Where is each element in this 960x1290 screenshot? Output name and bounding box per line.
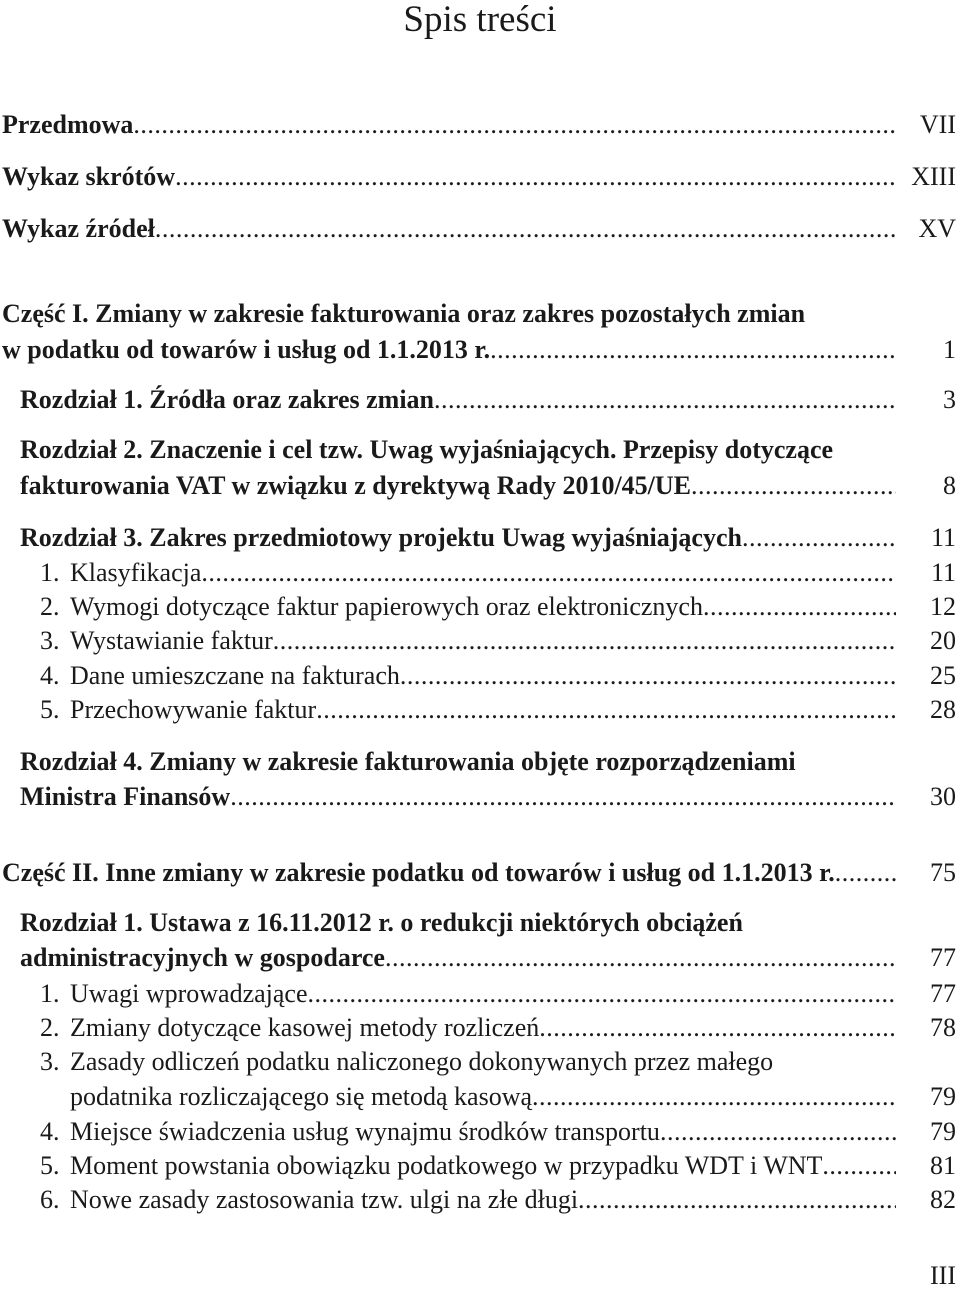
toc-entry[interactable] bbox=[0, 1183, 960, 1217]
toc-entry-number: 3. bbox=[40, 626, 60, 655]
toc-entry[interactable] bbox=[0, 469, 960, 503]
toc-page-number: XV bbox=[918, 214, 956, 243]
leader-dots bbox=[385, 941, 896, 975]
toc-page-number: 11 bbox=[930, 558, 956, 587]
toc-page-number: 78 bbox=[930, 1013, 956, 1042]
toc-entry-line[interactable] bbox=[0, 1045, 960, 1079]
toc-entry[interactable] bbox=[0, 160, 960, 194]
toc-entry-title: podatnika rozliczającego się metodą kasową bbox=[70, 1082, 533, 1111]
leader-dots bbox=[316, 693, 896, 727]
toc-page-number: 11 bbox=[930, 523, 956, 552]
toc-entry-title: Zmiany dotyczące kasowej metody rozliczeń bbox=[70, 1013, 540, 1042]
toc-entry-title: Wystawianie faktur bbox=[70, 626, 273, 655]
toc-entry-title: Wymogi dotyczące faktur papierowych oraz elektronicznych bbox=[70, 592, 703, 621]
toc-entry-number: 4. bbox=[40, 661, 60, 690]
toc-entry-title: Moment powstania obowiązku podatkowego w przypadku WDT i WNT bbox=[70, 1151, 823, 1180]
toc-entry-title: Ministra Finansów bbox=[20, 782, 231, 811]
leader-dots bbox=[539, 1011, 896, 1045]
toc-entry-title: Rozdział 3. Zakres przedmiotowy projektu Uwag wyjaśniających bbox=[20, 523, 742, 552]
leader-dots bbox=[400, 659, 896, 693]
toc-page-number: 30 bbox=[930, 782, 956, 811]
leader-dots bbox=[660, 1115, 896, 1149]
leader-dots bbox=[133, 108, 896, 142]
toc-entry-number: 2. bbox=[40, 592, 60, 621]
toc-entry[interactable] bbox=[0, 521, 960, 555]
toc-page-number: 77 bbox=[930, 979, 956, 1008]
toc-entry-title: fakturowania VAT w związku z dyrektywą Rady 2010/45/UE bbox=[20, 471, 692, 500]
toc-page-number: 8 bbox=[943, 471, 956, 500]
toc-entry-title: Dane umieszczane na fakturach bbox=[70, 661, 400, 690]
toc-entry[interactable] bbox=[0, 624, 960, 658]
toc-page-number: XIII bbox=[911, 162, 956, 191]
toc-entry-title: Część II. Inne zmiany w zakresie podatku od towarów i usług od 1.1.2013 r. bbox=[2, 858, 835, 887]
leader-dots bbox=[175, 160, 896, 194]
leader-dots bbox=[273, 624, 896, 658]
toc-entry[interactable] bbox=[0, 977, 960, 1011]
toc-part-heading-line[interactable] bbox=[0, 297, 960, 331]
toc-page-number: 79 bbox=[930, 1082, 956, 1111]
leader-dots bbox=[822, 1149, 896, 1183]
toc-entry-title: Wykaz skrótów bbox=[2, 162, 176, 191]
toc-entry-title: Rozdział 1. Źródła oraz zakres zmian bbox=[20, 385, 435, 414]
toc-entry[interactable] bbox=[0, 1149, 960, 1183]
toc-chapter-line[interactable] bbox=[0, 745, 960, 779]
toc-entry[interactable] bbox=[0, 941, 960, 975]
page-folio: III bbox=[930, 1261, 956, 1290]
page-title: Spis treści bbox=[403, 0, 557, 40]
leader-dots bbox=[835, 856, 896, 890]
toc-entry[interactable] bbox=[0, 333, 960, 367]
toc-entry-title: Klasyfikacja bbox=[70, 558, 202, 587]
toc-page-number: 20 bbox=[930, 626, 956, 655]
toc-entry[interactable] bbox=[0, 1011, 960, 1045]
toc-entry-title: Wykaz źródeł bbox=[2, 214, 155, 243]
toc-entry-number: 2. bbox=[40, 1013, 60, 1042]
toc-entry-number: 1. bbox=[40, 979, 60, 1008]
toc-entry-title: administracyjnych w gospodarce bbox=[20, 943, 385, 972]
leader-dots bbox=[155, 212, 896, 246]
leader-dots bbox=[201, 556, 896, 590]
leader-dots bbox=[742, 521, 896, 555]
toc-entry-title: Nowe zasady zastosowania tzw. ulgi na złe długi bbox=[70, 1185, 579, 1214]
toc-entry-title: Część I. Zmiany w zakresie fakturowania oraz zakres pozostałych zmian bbox=[2, 299, 806, 328]
toc-entry-number: 6. bbox=[40, 1185, 60, 1214]
toc-entry[interactable] bbox=[0, 659, 960, 693]
toc-entry-title: Przechowywanie faktur bbox=[70, 695, 317, 724]
toc-entry[interactable] bbox=[0, 590, 960, 624]
toc-entry-title: w podatku od towarów i usług od 1.1.2013 r. bbox=[2, 335, 491, 364]
toc-entry[interactable] bbox=[0, 383, 960, 417]
toc-entry-number: 4. bbox=[40, 1117, 60, 1146]
toc-page-number: 12 bbox=[930, 592, 956, 621]
leader-dots bbox=[691, 469, 896, 503]
toc-entry-title: Przedmowa bbox=[2, 110, 134, 139]
toc-entry-title: Rozdział 1. Ustawa z 16.11.2012 r. o redukcji niektórych obciążeń bbox=[20, 908, 743, 937]
toc-chapter-line[interactable] bbox=[0, 906, 960, 940]
toc-entry-title: Zasady odliczeń podatku naliczonego dokonywanych przez małego bbox=[70, 1047, 774, 1076]
leader-dots bbox=[703, 590, 896, 624]
toc-chapter-line[interactable] bbox=[0, 433, 960, 467]
toc-page-number: 75 bbox=[930, 858, 956, 887]
toc-entry-number: 5. bbox=[40, 695, 60, 724]
toc-entry-number: 1. bbox=[40, 558, 60, 587]
toc-page-number: VII bbox=[919, 110, 956, 139]
leader-dots bbox=[490, 333, 896, 367]
toc-page-number: 25 bbox=[930, 661, 956, 690]
toc-entry-title: Uwagi wprowadzające bbox=[70, 979, 308, 1008]
toc-entry[interactable] bbox=[0, 856, 960, 890]
toc-page-number: 79 bbox=[930, 1117, 956, 1146]
toc-page-number: 81 bbox=[930, 1151, 956, 1180]
toc-entry[interactable] bbox=[0, 693, 960, 727]
toc-entry[interactable] bbox=[0, 1115, 960, 1149]
toc-page-number: 28 bbox=[930, 695, 956, 724]
leader-dots bbox=[308, 977, 897, 1011]
toc-entry-title: Rozdział 4. Zmiany w zakresie fakturowania objęte rozporządzeniami bbox=[20, 747, 796, 776]
toc-entry[interactable] bbox=[0, 780, 960, 814]
toc-entry-number: 3. bbox=[40, 1047, 60, 1076]
toc-page-number: 3 bbox=[943, 385, 956, 414]
toc-entry-title: Miejsce świadczenia usług wynajmu środków transportu bbox=[70, 1117, 660, 1146]
toc-entry[interactable] bbox=[0, 108, 960, 142]
leader-dots bbox=[578, 1183, 896, 1217]
toc-entry[interactable] bbox=[0, 556, 960, 590]
leader-dots bbox=[532, 1080, 896, 1114]
toc-entry[interactable] bbox=[0, 1080, 960, 1114]
toc-entry-number: 5. bbox=[40, 1151, 60, 1180]
toc-page-number: 1 bbox=[943, 335, 956, 364]
leader-dots bbox=[230, 780, 896, 814]
toc-entry[interactable] bbox=[0, 212, 960, 246]
leader-dots bbox=[434, 383, 896, 417]
toc-page-number: 82 bbox=[930, 1185, 956, 1214]
toc-entry-title: Rozdział 2. Znaczenie i cel tzw. Uwag wyjaśniających. Przepisy dotyczące bbox=[20, 435, 834, 464]
toc-page-number: 77 bbox=[930, 943, 956, 972]
